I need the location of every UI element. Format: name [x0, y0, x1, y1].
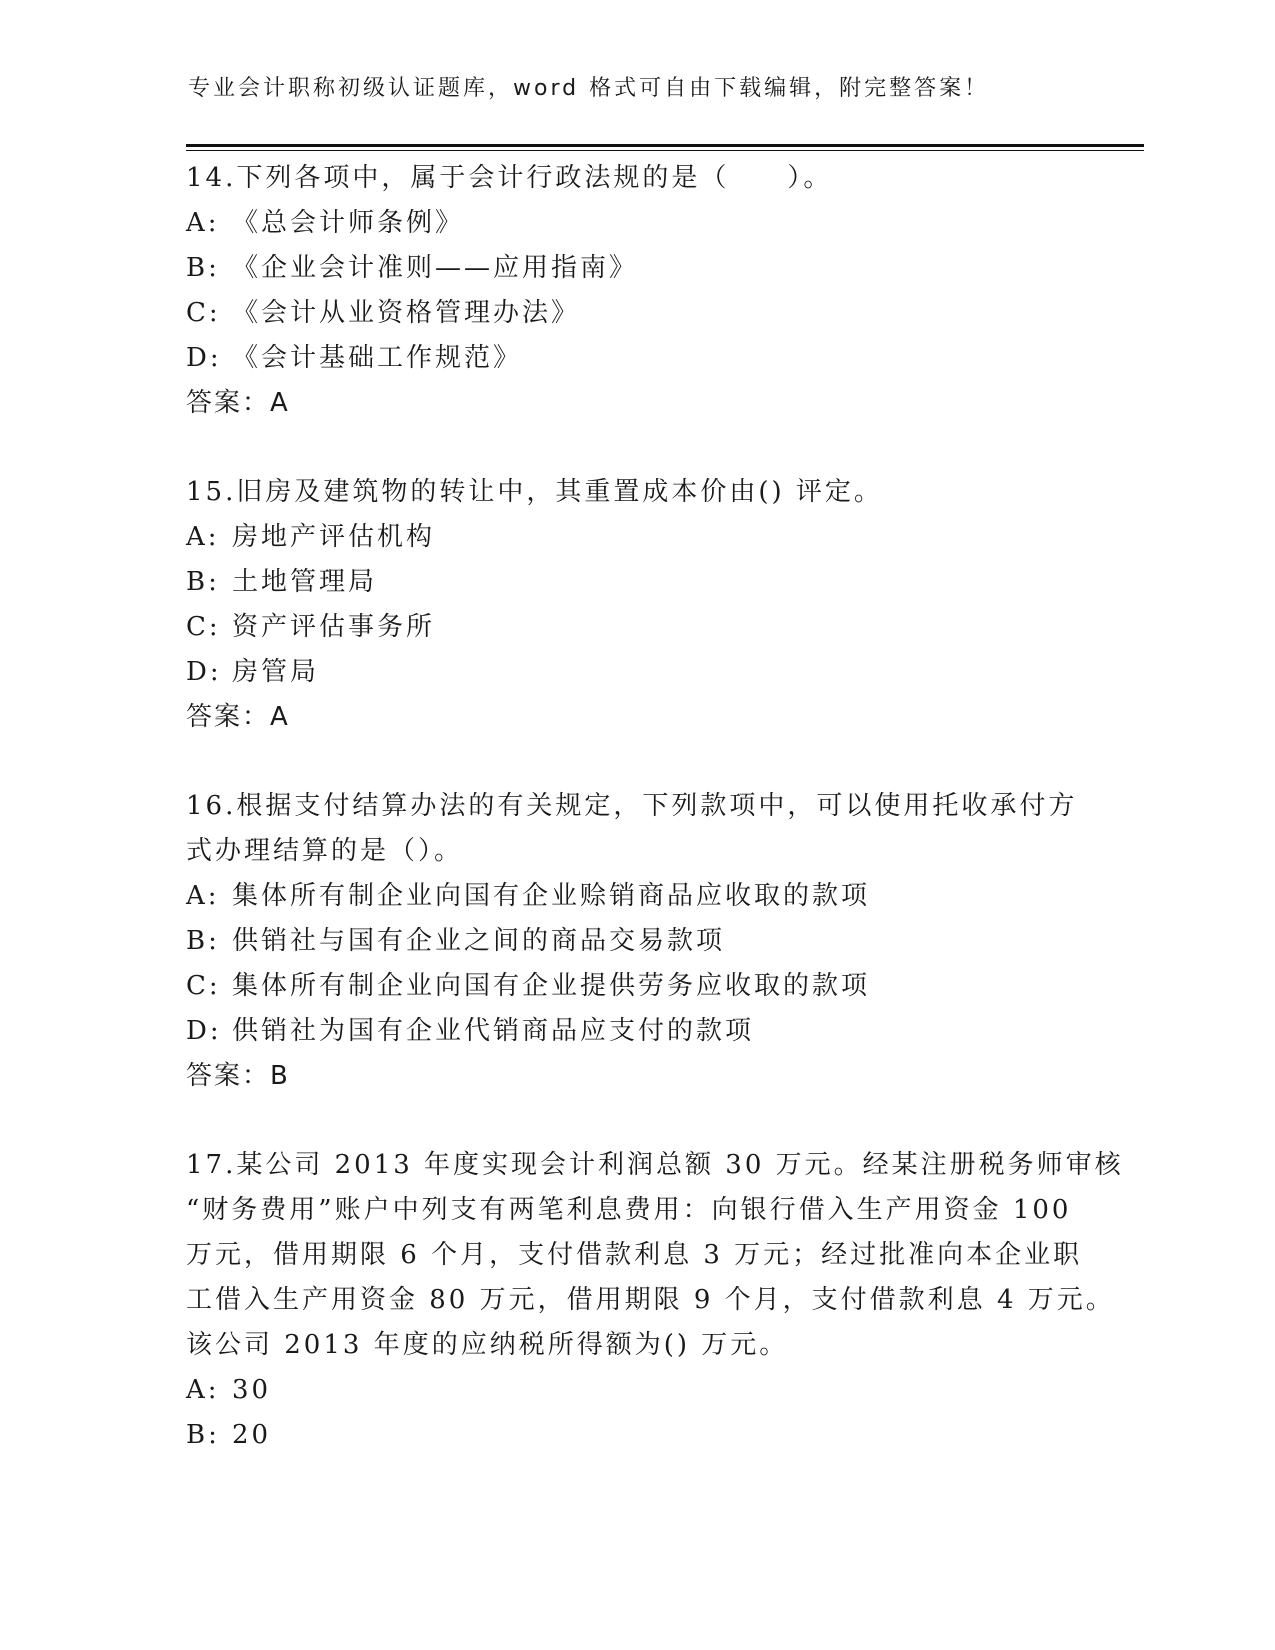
- answer-line: 答案：B: [186, 1061, 290, 1091]
- option-key: A:: [186, 1375, 220, 1405]
- option-text: 土地管理局: [232, 567, 378, 597]
- option-key: B:: [186, 253, 220, 283]
- option-text: 资产评估事务所: [232, 612, 436, 642]
- option-a: [186, 201, 1106, 246]
- option-d: [186, 650, 1106, 695]
- option-key: B:: [186, 926, 220, 956]
- question-17: [186, 1143, 1124, 1458]
- page-header: 专业会计职称初级认证题库，word 格式可自由下载编辑，附完整答案！: [188, 76, 990, 101]
- stem-line: 15.旧房及建筑物的转让中，其重置成本价由() 评定。: [186, 477, 883, 507]
- option-d: [186, 336, 1106, 381]
- option-b: [186, 246, 1106, 291]
- option-key: C:: [186, 298, 221, 328]
- option-b: [186, 1413, 1106, 1458]
- option-key: A:: [186, 881, 220, 911]
- question-16: [186, 784, 1106, 1099]
- option-text: 30: [232, 1375, 272, 1405]
- option-c: [186, 964, 1106, 1009]
- answer-line: 答案：A: [186, 388, 290, 418]
- question-14: [186, 156, 1106, 426]
- header-rule-thin: [186, 150, 1144, 151]
- stem-line: 14.下列各项中，属于会计行政法规的是（ ）。: [186, 163, 833, 193]
- option-text: 集体所有制企业向国有企业赊销商品应收取的款项: [232, 881, 871, 911]
- stem-line: 该公司 2013 年度的应纳税所得额为() 万元。: [186, 1330, 789, 1360]
- stem-line: 16.根据支付结算办法的有关规定，下列款项中，可以使用托收承付方: [186, 791, 1078, 821]
- option-a: [186, 515, 1106, 560]
- option-text: 《企业会计准则——应用指南》: [232, 253, 639, 283]
- option-key: A:: [186, 208, 220, 238]
- question-list: [186, 156, 1124, 1502]
- stem-line: 工借入生产用资金 80 万元，借用期限 9 个月，支付借款利息 4 万元。: [186, 1285, 1115, 1315]
- option-text: 供销社为国有企业代销商品应支付的款项: [232, 1016, 755, 1046]
- option-text: 《会计从业资格管理办法》: [232, 298, 581, 328]
- stem-line: 式办理结算的是（）。: [186, 836, 464, 866]
- option-text: 集体所有制企业向国有企业提供劳务应收取的款项: [232, 971, 871, 1001]
- option-a: [186, 874, 1106, 919]
- option-key: C:: [186, 971, 221, 1001]
- option-text: 20: [232, 1420, 272, 1450]
- stem-line: “财务费用”账户中列支有两笔利息费用：向银行借入生产用资金 100: [186, 1195, 1072, 1225]
- question-15: [186, 470, 1106, 740]
- option-key: D:: [186, 343, 222, 373]
- option-d: [186, 1009, 1106, 1054]
- question-stem: [186, 156, 1106, 201]
- question-stem: [186, 470, 1106, 515]
- option-key: D:: [186, 1016, 222, 1046]
- stem-line: 17.某公司 2013 年度实现会计利润总额 30 万元。经某注册税务师审核: [186, 1150, 1124, 1180]
- header-rule-thick: [186, 144, 1144, 147]
- option-key: B:: [186, 1420, 220, 1450]
- question-stem: [186, 784, 1106, 874]
- option-text: 《会计基础工作规范》: [232, 343, 523, 373]
- option-text: 《总会计师条例》: [232, 208, 465, 238]
- option-key: A:: [186, 522, 220, 552]
- option-a: [186, 1368, 1106, 1413]
- option-c: [186, 605, 1106, 650]
- stem-line: 万元，借用期限 6 个月，支付借款利息 3 万元；经过批准向本企业职: [186, 1240, 1083, 1270]
- option-b: [186, 560, 1106, 605]
- option-b: [186, 919, 1106, 964]
- question-stem: [186, 1143, 1124, 1368]
- option-text: 房地产评估机构: [232, 522, 436, 552]
- option-key: D:: [186, 657, 222, 687]
- option-c: [186, 291, 1106, 336]
- answer-line: 答案：A: [186, 702, 290, 732]
- option-text: 供销社与国有企业之间的商品交易款项: [232, 926, 726, 956]
- option-key: C:: [186, 612, 221, 642]
- option-key: B:: [186, 567, 220, 597]
- option-text: 房管局: [232, 657, 320, 687]
